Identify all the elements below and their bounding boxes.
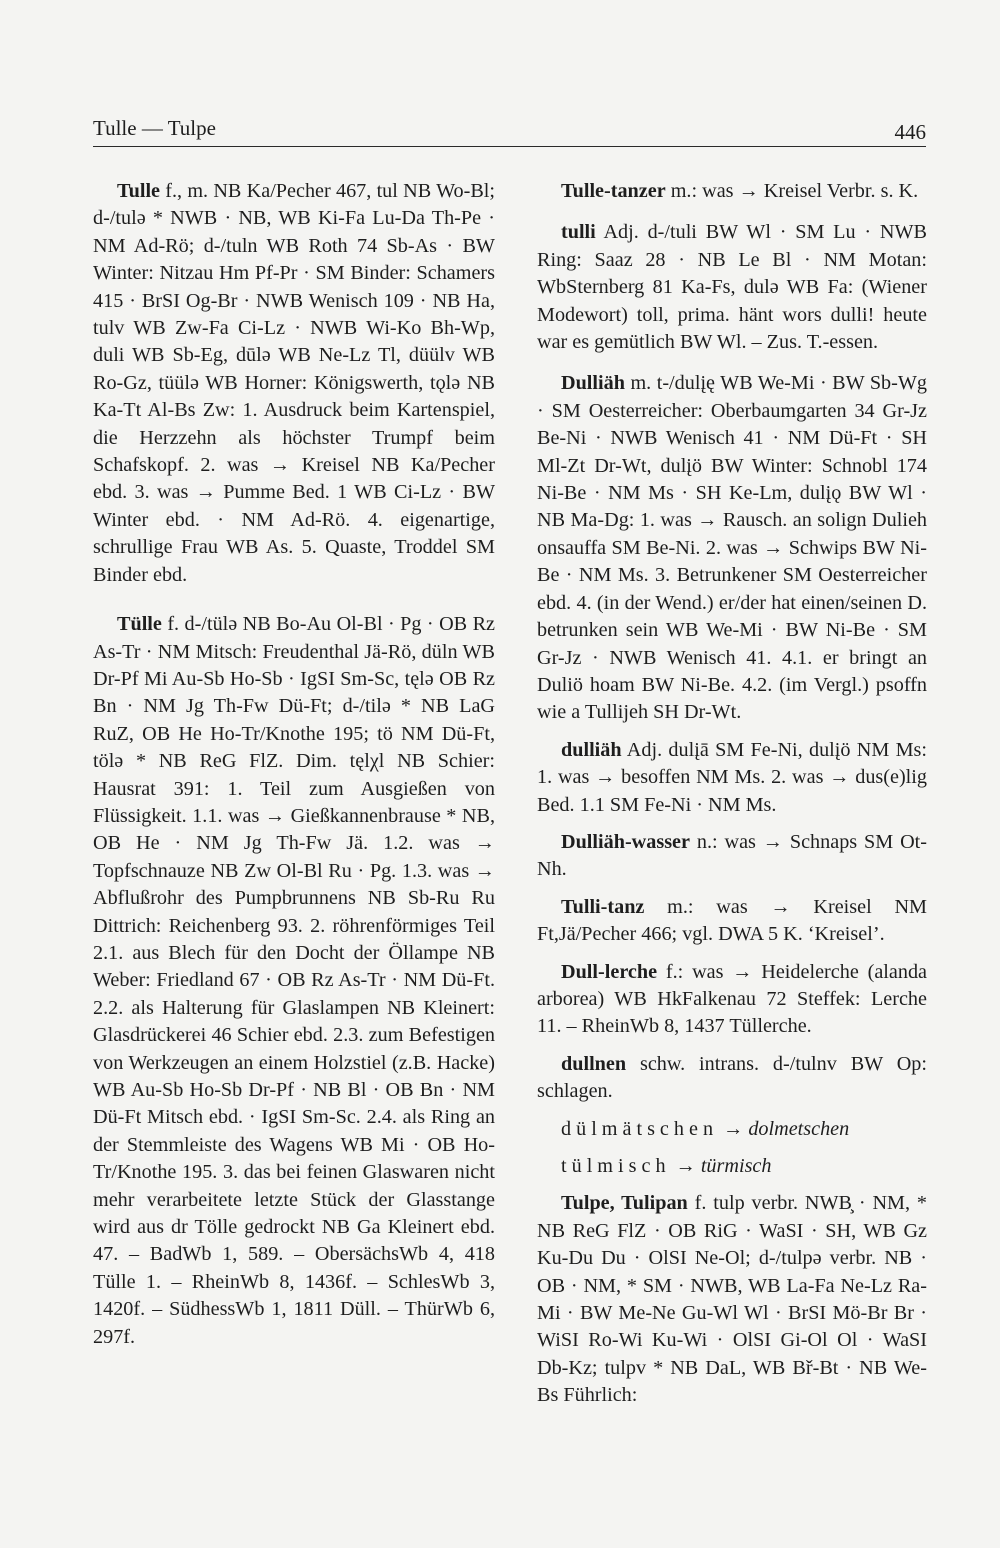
- running-head-title: Tulle — Tulpe: [93, 116, 216, 140]
- dictionary-entry-tuelle: [93, 611, 495, 1351]
- page-number: 446: [894, 120, 926, 144]
- dictionary-entry-dulliaeh-wasser: [537, 829, 927, 884]
- xref-target: türmisch: [700, 1155, 772, 1177]
- xref-arrow: →: [723, 1117, 744, 1140]
- entry-lemma: Tulle: [117, 180, 161, 202]
- dictionary-entry-tulli: [537, 219, 927, 356]
- entry-lemma: Tulle-tanzer: [561, 180, 666, 202]
- entry-body: f. tulp verbr. NWB̧ · NM, * NB ReG FlZ · OB RiG · WaSI · SH, WB Gz Ku-Du Du · OlSI Ne-Ol; d-/tulpə verbr. NB · OB · NM, * SM · NWB, WB La-Fa Ne-Lz Ra-Mi · BW Me-Ne Gu-Wl Wl · BrSI Mö-Br Br · WiSI Ro-Wi Ku-Wi · OlSI Gi-Ol Ol · WaSI Db-Kz; tulpv * NB DaL, WB Bř-Bt · NB We-Bs Führlich:: [537, 1192, 927, 1407]
- xref-lemma: dülmätschen: [561, 1117, 719, 1140]
- cross-reference-tuelmisch: [537, 1153, 927, 1180]
- xref-target: dolmetschen: [748, 1117, 850, 1140]
- entry-body: m.: was → Kreisel NM Ft,Jä/Pecher 466; vgl. DWA 5 K. ‘Kreisel’.: [537, 895, 928, 946]
- dictionary-entry-tulpe: [537, 1190, 927, 1409]
- dictionary-entry-dull-lerche: [537, 959, 927, 1041]
- dictionary-entry-tulle-tanzer: [537, 178, 927, 205]
- entry-lemma: Dull-lerche: [561, 960, 658, 983]
- running-header: [93, 116, 926, 147]
- entry-lemma: Dulliäh: [561, 372, 625, 395]
- dictionary-entry-dulliaeh: [537, 370, 927, 726]
- entry-lemma: tulli: [561, 221, 596, 244]
- entry-lemma: Tulpe, Tulipan: [561, 1192, 688, 1215]
- entry-body: schw. intrans. d-/tulnv BW Op: schlagen.: [537, 1052, 928, 1103]
- entry-body: f., m. NB Ka/Pecher 467, tul NB Wo-Bl; d-/tulə * NWB · NB, WB Ki-Fa Lu-Da Th-Pe · NM Ad-Rö; d-/tuln WB Roth 74 Sb-As · BW Winter: Nitzau Hm Pf-Pr · SM Binder: Schamers 415 · BrSI Og-Br · NWB Wenisch 109 · NB Ha, tulv WB Zw-Fa Ci-Lz · NWB Wi-Ko Bh-Wp, duli WB Sb-Eg, dūlə WB Ne-Lz Tl, düülv WB Ro-Gz, tüülə WB Horner: Königswerth, tǫlə NB Ka-Tt Al-Bs Zw: 1. Ausdruck beim Kartenspiel, die Herzzehn als höchster Trumpf beim Schafskopf. 2. was → Kreisel NB Ka/Pecher ebd. 3. was → Pumme Bed. 1 WB Ci-Lz · BW Winter ebd. · NM Ad-Rö. 4. eigenartige, schrullige Frau WB As. 5. Quaste, Troddel SM Binder ebd.: [93, 180, 496, 586]
- dictionary-entry-tulle: [93, 178, 495, 589]
- dictionary-entry-dulliaeh-adj: [537, 737, 927, 819]
- entry-lemma: Tülle: [117, 613, 162, 636]
- entry-body: m.: was → Kreisel Verbr. s. K.: [670, 180, 919, 202]
- entry-lemma: Tulli-tanz: [561, 895, 645, 918]
- entry-body: n.: was → Schnaps SM Ot-Nh.: [537, 830, 927, 881]
- entry-lemma: dulliäh: [561, 738, 622, 761]
- dictionary-entry-tulli-tanz: [537, 894, 927, 949]
- entry-body: f.: was → Heidelerche (alanda arborea) WB HkFalkenau 72 Steffek: Lerche 11. – RheinWb 8, 1437 Tüllerche.: [537, 960, 927, 1038]
- entry-body: m. t-/dulįę WB We-Mi · BW Sb-Wg · SM Oesterreicher: Oberbaumgarten 34 Gr-Jz Be-Ni · NWB Wenisch 41 · NM Dü-Ft · SH Ml-Zt Dr-Wt, dulįö BW Winter: Schnobl 174 Ni-Be · NM Ms · SH Ke-Lm, dulįǫ BW Wl · NB Ma-Dg: 1. was → Rausch. an solign Dulieh onsauffa SM Be-Ni. 2. was → Schwips BW Ni-Be · NM Ms. 3. Betrunkener SM Oesterreicher ebd. 4. (in der Wend.) er/der hat einen/seinen D. betrunken sein WB We-Mi · BW Ni-Be · SM Gr-Jz · NWB Wenisch 41. 4.1. er bringt an Duliö hoam BW Ni-Be. 4.2. (im Vergl.) psoffn wie a Tullijeh SH Dr-Wt.: [537, 372, 928, 724]
- right-column: [537, 178, 927, 1410]
- entry-body: Adj. dulįā SM Fe-Ni, dulįö NM Ms: 1. was → besoffen NM Ms. 2. was → dus(e)lig Bed. 1.1 SM Fe-Ni · NM Ms.: [537, 738, 927, 816]
- left-column: [93, 178, 495, 1351]
- dictionary-entry-dullnen: [537, 1051, 927, 1106]
- xref-lemma: tülmisch: [561, 1155, 671, 1177]
- cross-reference-duelmaetschen: [537, 1116, 927, 1143]
- entry-lemma: dullnen: [561, 1052, 627, 1075]
- entry-body: Adj. d-/tuli BW Wl · SM Lu · NWB Ring: Saaz 28 · NB Le Bl · NM Motan: WbSternberg 81 Ka-Fs, dulə WB Fa: (Wiener Modewort) toll, prima. hänt wors dulli! heute war es gemütlich BW Wl. – Zus. T.-essen.: [537, 221, 927, 354]
- xref-arrow: →: [675, 1155, 696, 1177]
- entry-body: f. d-/tülə NB Bo-Au Ol-Bl · Pg · OB Rz As-Tr · NM Mitsch: Freudenthal Jä-Rö, düln WB Dr-Pf Mi Au-Sb Ho-Sb · IgSI Sm-Sc, tęlə OB Rz Bn · NM Jg Th-Fw Dü-Ft; d-/tilə * NB LaG RuZ, OB He Ho-Tr/Knothe 195; tö NM Dü-Ft, tölə * NB ReG FlZ. Dim. tęlχl NB Schier: Hausrat 391: 1. Teil zum Ausgießen von Flüssigkeit. 1.1. was → Gießkannenbrause * NB, OB He · NM Jg Th-Fw Jä. 1.2. was → Topfschnauze NB Zw Ol-Bl Ru · Pg. 1.3. was → Abflußrohr des Pumpbrunnens NB Sb-Ru Ru Dittrich: Reichenberg 93. 2. röhrenförmiges Teil 2.1. aus Blech für den Docht der Öllampe NB Weber: Friedland 67 · OB Rz As-Tr · NM Dü-Ft. 2.2. als Halterung für Glaslampen NB Kleinert: Glasdrückerei 46 Schier ebd. 2.3. zum Befestigen von Werkzeugen an einem Holzstiel (z.B. Hacke) WB Au-Sb Ho-Sb Dr-Pf · NB Bl · OB Bn · NM Dü-Ft Mitsch ebd. · IgSI Sm-Sc. 2.4. als Ring an der Stemmleiste des Wagens WB Mi · OB Ho-Tr/Knothe 195. 3. das bei feinen Glaswaren nicht mehr verarbeitete letzte Stück der Glasstange wird aus dr Tölle gedrockt NB Ga Kleinert ebd. 47. – BadWb 1, 589. – ObersächsWb 4, 418 Tülle 1. – RheinWb 8, 1436f. – SchlesWb 3, 1420f. – SüdhessWb 1, 1811 Düll. – ThürWb 6, 297f.: [93, 613, 496, 1348]
- entry-lemma: Dulliäh-wasser: [561, 830, 690, 853]
